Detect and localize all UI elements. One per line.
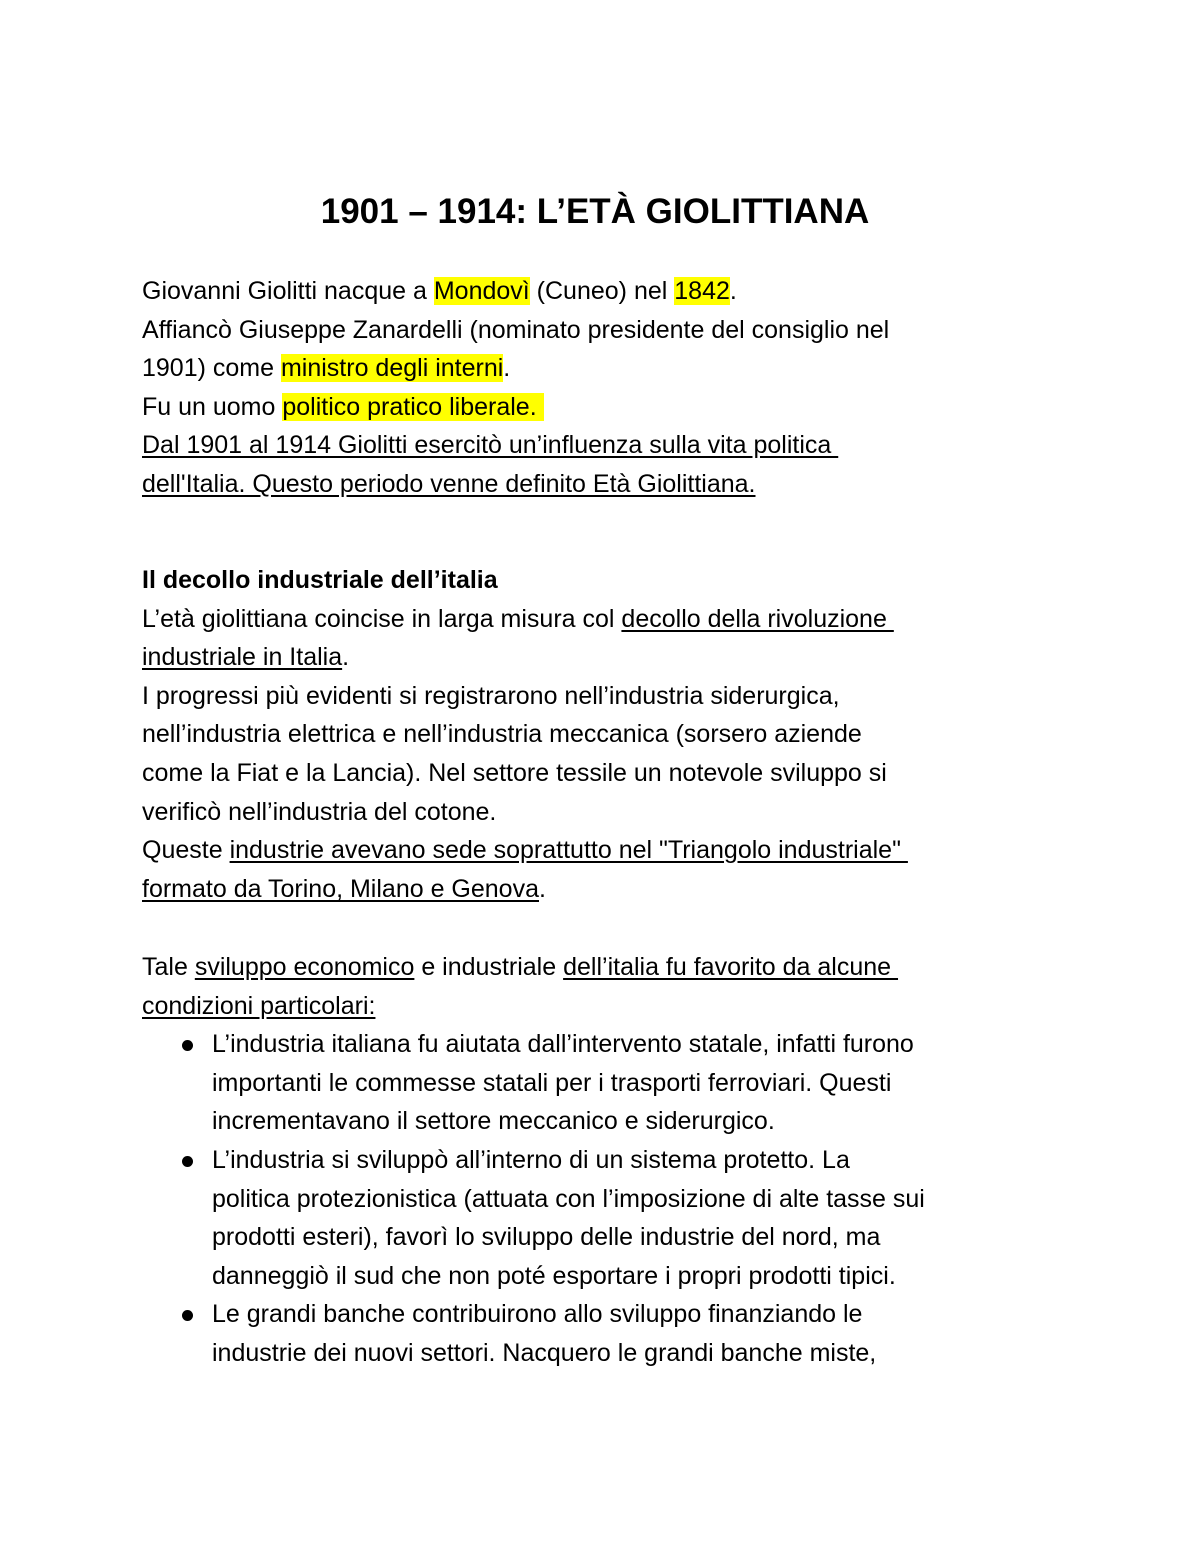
highlight-ministro: ministro degli interni: [280, 354, 504, 383]
list-item: Le grandi banche contribuirono allo sviluppo finanziando le industrie dei nuovi settori. Nacquero le grandi banche miste,: [142, 1295, 1072, 1372]
section-p3-line-1: Queste industrie avevano sede soprattutto nel "Triangolo industriale": [142, 836, 908, 865]
industrial-section: [142, 561, 1072, 908]
conditions-section: [142, 948, 1072, 1373]
section-p1-line-2: industriale in Italia.: [142, 643, 350, 672]
intro-line-2: Affiancò Giuseppe Zanardelli (nominato presidente del consiglio nel: [142, 315, 890, 344]
section-heading: Il decollo industriale dell’italia: [142, 566, 498, 594]
highlight-mondovi: Mondovì: [433, 277, 530, 305]
bullet-icon: [182, 1040, 193, 1051]
intro-line-6: dell'Italia. Questo periodo venne definito Età Giolittiana.: [142, 469, 756, 498]
list-item: L’industria italiana fu aiutata dall’intervento statale, infatti furono importanti le commesse statali per i trasporti ferroviari. Questi incrementavano il settore meccanico e siderurgico.: [142, 1025, 1072, 1141]
document-title: 1901 – 1914: L’ETÀ GIOLITTIANA: [320, 192, 870, 231]
highlight-1842: 1842: [674, 277, 730, 305]
intro-line-3: 1901) come ministro degli interni.: [142, 354, 511, 383]
section-p2-line-3: come la Fiat e la Lancia). Nel settore tessile un notevole sviluppo si: [142, 758, 887, 787]
section-p2-line-1: I progressi più evidenti si registrarono nell’industria siderurgica,: [142, 681, 840, 710]
highlight-politico: politico pratico liberale.: [282, 392, 544, 421]
section-p2-line-4: verificò nell’industria del cotone.: [142, 797, 497, 826]
intro-line-1: Giovanni Giolitti nacque a Mondovì (Cuneo) nel 1842.: [142, 277, 737, 305]
intro-paragraph: [142, 272, 1072, 504]
intro-line-5: Dal 1901 al 1914 Giolitti esercitò un’influenza sulla vita politica: [142, 431, 839, 460]
section-p1-line-1: L’età giolittiana coincise in larga misura col decollo della rivoluzione: [142, 604, 894, 633]
conditions-list: [142, 1025, 1072, 1372]
list-item: L’industria si sviluppò all’interno di un sistema protetto. La politica protezionistica (attuata con l’imposizione di alte tasse sui prodotti esteri), favorì lo sviluppo delle industrie del nord, ma danneggiò il sud che non poté esportare i propri prodotti tipici.: [142, 1141, 1072, 1295]
conditions-line-2: condizioni particolari:: [142, 991, 376, 1020]
bullet-icon: [182, 1156, 193, 1167]
conditions-line-1: Tale sviluppo economico e industriale dell’italia fu favorito da alcune: [142, 953, 899, 981]
section-p2-line-2: nell’industria elettrica e nell’industria meccanica (sorsero aziende: [142, 720, 862, 749]
section-p3-line-2: formato da Torino, Milano e Genova.: [142, 874, 546, 903]
bullet-icon: [182, 1310, 193, 1321]
intro-line-4: Fu un uomo politico pratico liberale.: [142, 392, 544, 421]
